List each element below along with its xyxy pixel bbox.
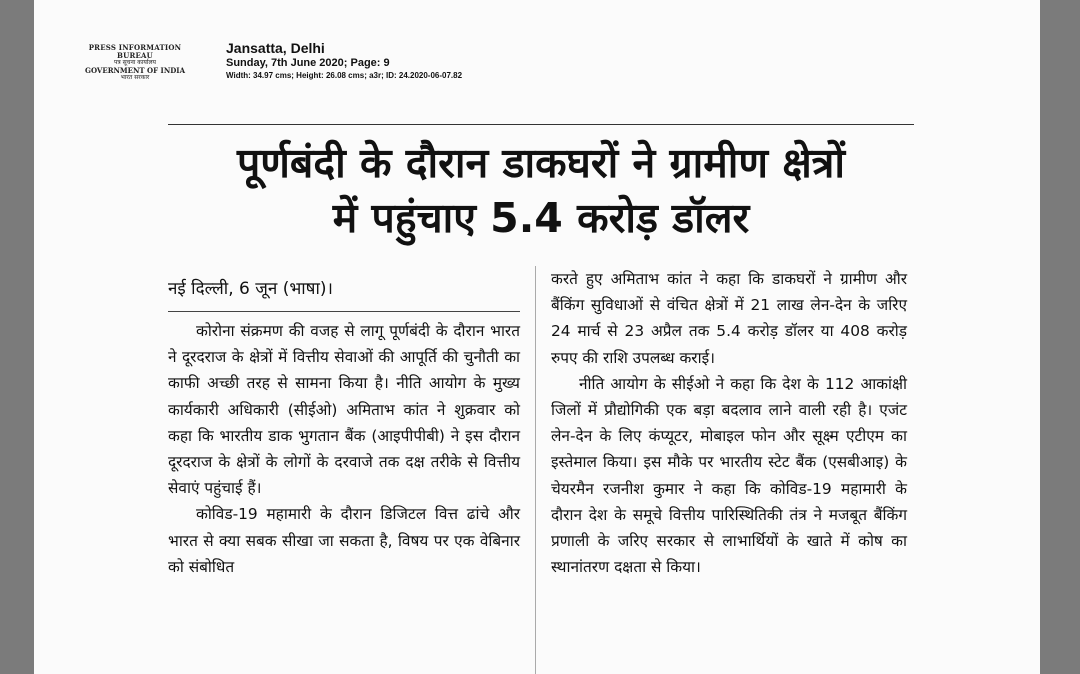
headline-line-2: में पहुंचाए 5.4 करोड़ डॉलर bbox=[332, 194, 750, 242]
pib-logo-block bbox=[76, 44, 194, 82]
headline-rule bbox=[168, 124, 914, 125]
article-column-1 bbox=[168, 318, 520, 580]
paragraph: नीति आयोग के सीईओ ने कहा कि देश के 112 आकांक्षी जिलों में प्रौद्योगिकी एक बड़ा बदलाव लाने वाली रही है। एजंट लेन-देन के लिए कंप्यूटर, मोबाइल फोन और सूक्ष्म एटीएम का इस्तेमाल किया। इस मौके पर भारतीय स्टेट बैंक (एसबीआइ) के चेयरमैन रजनीश कुमार ने कहा कि कोविड-19 महामारी के दौरान देश के समूचे वित्तीय पारिस्थितिकी तंत्र ने मजबूत बैंकिंग प्रणाली के जरिए सरकार से लाभार्थियों के खाते में कोष का स्थानांतरण दक्षता से किया। bbox=[551, 374, 907, 577]
article-column-2 bbox=[551, 266, 907, 580]
column-divider bbox=[535, 266, 536, 674]
publication-date-page: Sunday, 7th June 2020; Page: 9 bbox=[226, 57, 390, 69]
dateline-rule bbox=[168, 311, 520, 312]
pib-org-hi: पत्र सूचना कार्यालय bbox=[113, 59, 157, 67]
paragraph: करते हुए अमिताभ कांत ने कहा कि डाकघरों ने ग्रामीण और बैंकिंग सुविधाओं से वंचित क्षेत्रों में 21 लाख लेन-देन के जरिए 24 मार्च से 23 अप्रैल तक 5.4 करोड़ डॉलर या 408 करोड़ रुपए की राशि उपलब्ध कराई। bbox=[551, 270, 907, 367]
clipping-meta bbox=[226, 40, 462, 80]
pib-org-en: PRESS INFORMATION BUREAU bbox=[88, 43, 182, 61]
article-headline bbox=[168, 136, 914, 246]
paragraph: कोविड-19 महामारी के दौरान डिजिटल वित्त ढांचे और भारत से क्या सबक सीखा जा सकता है, विषय पर एक वेबिनार को संबोधित bbox=[168, 505, 520, 576]
headline-line-1: पूर्णबंदी के दौरान डाकघरों ने ग्रामीण क्षेत्रों bbox=[237, 139, 845, 187]
clipping-dimensions: Width: 34.97 cms; Height: 26.08 cms; a3r; ID: 24.2020-06-07.82 bbox=[226, 71, 463, 80]
pib-gov-hi: भारत सरकार bbox=[120, 74, 150, 82]
pib-gov-en: GOVERNMENT OF INDIA bbox=[84, 65, 186, 75]
publication-name: Jansatta, Delhi bbox=[226, 40, 325, 56]
article-dateline: नई दिल्ली, 6 जून (भाषा)। bbox=[168, 279, 333, 299]
clipping-page bbox=[34, 0, 1040, 674]
paragraph: कोरोना संक्रमण की वजह से लागू पूर्णबंदी के दौरान भारत ने दूरदराज के क्षेत्रों में वित्तीय सेवाओं की आपूर्ति की चुनौती का काफी अच्छी तरह से सामना किया है। नीति आयोग के मुख्य कार्यकारी अधिकारी (सीईओ) अमिताभ कांत ने शुक्रवार को कहा कि भारतीय डाक भुगतान बैंक (आइपीपीबी) ने इस दौरान दूरदराज के क्षेत्रों के लोगों के दरवाजे तक दक्ष तरीके से वित्तीय सेवाएं पहुंचाई हैं। bbox=[168, 322, 520, 498]
